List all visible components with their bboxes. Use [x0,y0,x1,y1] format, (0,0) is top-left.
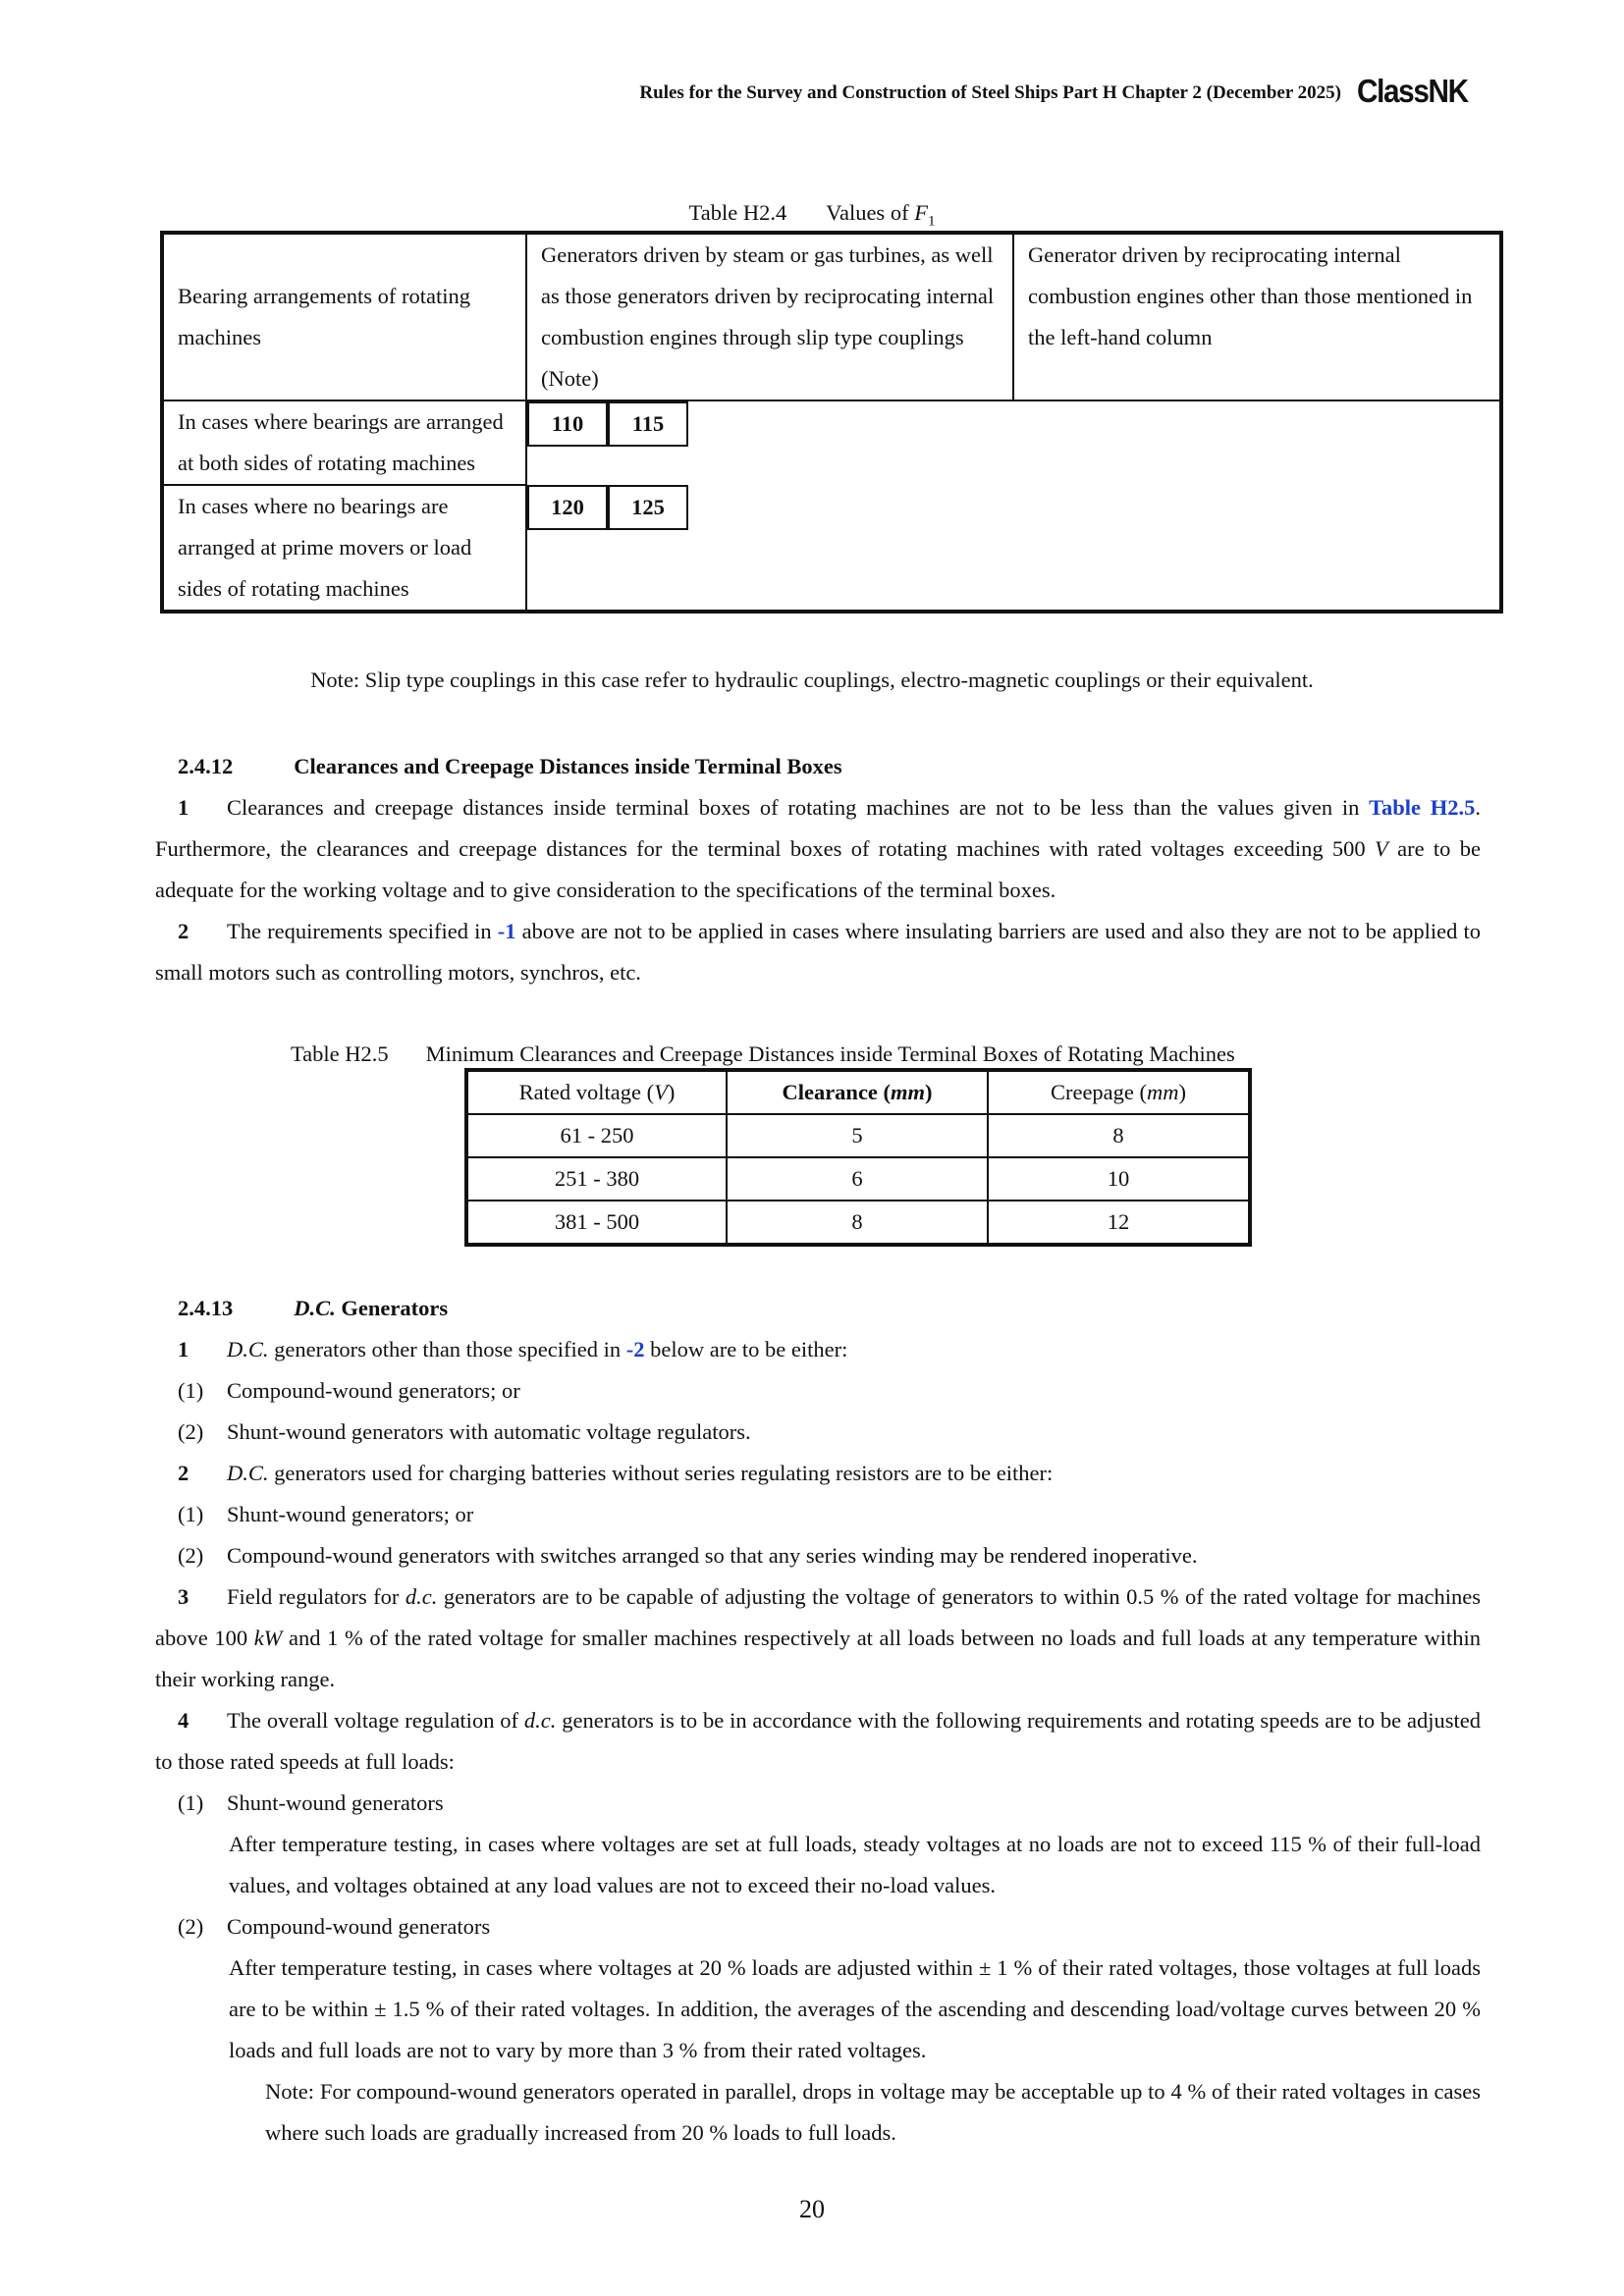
list-item-label: (2) [178,1543,204,1568]
table-row [162,400,1501,485]
paragraph-text: are to be adequate for the working voltage and to give consideration to the specifications of the terminal boxes. [155,836,1481,902]
list-item-text: Compound-wound generators; or [227,1378,520,1403]
list-item-text: Compound-wound generators [227,1914,491,1939]
paragraph-2-4-13-3 [155,1576,1481,1700]
table-h2-4 [160,231,1503,614]
caption-title: Minimum Clearances and Creepage Distances inside Terminal Boxes of Rotating Machines [425,1041,1235,1066]
table-row [466,1201,1250,1245]
paragraph-2-link[interactable]: -2 [625,1337,645,1362]
table-cell: 381 - 500 [466,1201,727,1245]
list-item-label: (2) [178,1419,204,1444]
paragraph-text: Clearances and creepage distances inside terminal boxes of rotating machines are not to be less than the values given in [227,795,1370,820]
paragraph-2-4-13-4 [155,1700,1481,1783]
table-cell: 8 [727,1201,988,1245]
table-cell: 115 [608,401,688,447]
caption-title: Values of [826,200,915,225]
note-label: Note: [265,2079,314,2104]
page-number: 20 [799,2195,825,2223]
table-cell: 5 [727,1114,988,1157]
section-title: Generators [335,1296,449,1320]
paragraph-2-4-12-2 [155,911,1481,993]
table-cell: 110 [527,401,608,447]
header-cell-creepage: Creepage (mm) [988,1070,1250,1114]
section-number: 2.4.12 [178,754,234,778]
list-item-text: Shunt-wound generators with automatic voltage regulators. [227,1419,751,1444]
note [265,2071,1481,2154]
table-h2-5 [464,1068,1252,1247]
paragraph-text: above are not to be applied in cases where insulating barriers are used and also they are not to be applied to small motors such as controlling motors, synchros, etc. [155,919,1482,985]
section-number: 2.4.13 [178,1296,234,1320]
paragraph-number: 2 [178,919,189,943]
table-h2-5-link[interactable]: Table H2.5 [1369,795,1476,820]
table-cell: 251 - 380 [466,1157,727,1201]
caption-symbol: F [914,200,928,225]
table-cell: In cases where no bearings are arranged at prime movers or load sides of rotating machines [162,485,526,612]
note-text: For compound-wound generators operated in parallel, drops in voltage may be acceptable up to 4 % of their rated voltages in cases where such loads are gradually increased from 20 % loads to full loads. [265,2079,1481,2145]
table-h2-4-note: Note: Slip type couplings in this case refer to hydraulic couplings, electro-magnetic couplings or their equivalent. [310,667,1314,692]
list-item-label: (1) [178,1502,204,1526]
paragraph-2-4-12-1 [155,787,1481,911]
paragraph-number: 4 [178,1708,189,1733]
paragraph-2-4-13-1 [178,1329,847,1370]
paragraph-text: D.C. [227,1461,269,1485]
list-item-body: After temperature testing, in cases where voltages at 20 % loads are adjusted within ± 1 % of their rated voltages, those voltages at full loads are to be within ± 1.5 % of their rated voltages. In addition, the averages of the ascending and descending load/voltage curves between 20 % loads and full loads are not to vary by more than 3 % from their rated voltages. [229,1955,1481,2062]
table-row [466,1157,1250,1201]
running-header: Rules for the Survey and Construction of Steel Ships Part H Chapter 2 (December 2025) [639,82,1341,103]
caption-subscript: 1 [927,213,936,230]
list-item [178,1412,751,1453]
table-cell: 61 - 250 [466,1114,727,1157]
list-item [178,1783,444,1824]
table-cell: 8 [988,1114,1250,1157]
table-cell: 125 [608,485,688,530]
unit-text: V [1375,836,1388,861]
caption-label: Table H2.4 [688,200,787,225]
paragraph-text: generators used for charging batteries without series regulating resistors are to be either: [268,1461,1054,1485]
paragraph-text: . Furthermore, the clearances and creepage distances for the terminal boxes of rotating machines with rated voltages exceeding 500 [155,795,1481,861]
paragraph-number: 1 [178,795,189,820]
list-item-label: (1) [178,1378,204,1403]
table-h2-4-caption [0,200,1624,231]
list-item-label: (1) [178,1790,204,1815]
header-cell-rated-voltage: Rated voltage (V) [466,1070,727,1114]
table-row [162,485,1501,612]
table-cell: 10 [988,1157,1250,1201]
paragraph-number: 1 [178,1337,189,1362]
paragraph-text: The requirements specified in [227,919,498,943]
table-cell: In cases where bearings are arranged at both sides of rotating machines [162,400,526,485]
list-item-label: (2) [178,1914,204,1939]
table-row [466,1114,1250,1157]
header-cell-bearing: Bearing arrangements of rotating machines [162,233,526,400]
list-item-text: Shunt-wound generators; or [227,1502,474,1526]
paragraph-text: d.c. [405,1584,438,1609]
list-item-body: After temperature testing, in cases where voltages are set at full loads, steady voltages at no loads are not to exceed 115 % of their full-load values, and voltages obtained at any load values are not to exceed their no-load values. [229,1832,1481,1897]
unit-text: kW [253,1626,283,1650]
paragraph-text: Field regulators for [227,1584,406,1609]
paragraph-text: D.C. [227,1337,269,1362]
list-item-text: Compound-wound generators with switches arranged so that any series winding may be rendered inoperative. [227,1543,1198,1568]
paragraph-text: The overall voltage regulation of [227,1708,524,1733]
header-cell-reciprocating: Generator driven by reciprocating internal combustion engines other than those mentioned in the left-hand column [1013,233,1501,400]
header-cell-clearance: Clearance (mm) [727,1070,988,1114]
list-item [178,1370,520,1412]
caption-label: Table H2.5 [291,1041,389,1066]
paragraph-number: 2 [178,1461,189,1485]
paragraph-text: d.c. [523,1708,557,1733]
paragraph-text: below are to be either: [644,1337,848,1362]
header-cell-turbine: Generators driven by steam or gas turbines, as well as those generators driven by reciprocating internal combustion engines through slip type couplings (Note) [526,233,1013,400]
paragraph-1-link[interactable]: -1 [497,919,516,943]
list-item-text: Shunt-wound generators [227,1790,444,1815]
classnk-logo: ClassNK [1357,73,1468,109]
table-cell: 12 [988,1201,1250,1245]
table-cell: 120 [527,485,608,530]
paragraph-number: 3 [178,1584,189,1609]
section-title: Clearances and Creepage Distances inside Terminal Boxes [294,754,842,778]
table-cell: 6 [727,1157,988,1201]
table-header-row [162,233,1501,400]
paragraph-2-4-13-2 [178,1453,1053,1494]
paragraph-text: generators is to be in accordance with the following requirements and rotating speeds are to be adjusted to those rated speeds at full loads: [155,1708,1481,1774]
list-item [178,1906,490,1948]
table-header-row [466,1070,1250,1114]
section-title-italic: D.C. [294,1296,336,1320]
list-item [178,1494,473,1535]
section-2-4-13-heading [178,1288,448,1329]
paragraph-text: and 1 % of the rated voltage for smaller machines respectively at all loads between no loads and full loads at any temperature within their working range. [155,1626,1481,1691]
list-item [178,1535,1197,1576]
section-2-4-12-heading [178,746,842,787]
paragraph-text: generators other than those specified in [268,1337,626,1362]
paragraph-text: generators are to be capable of adjusting the voltage of generators to within 0.5 % of the rated voltage for machines above 100 [155,1584,1481,1650]
